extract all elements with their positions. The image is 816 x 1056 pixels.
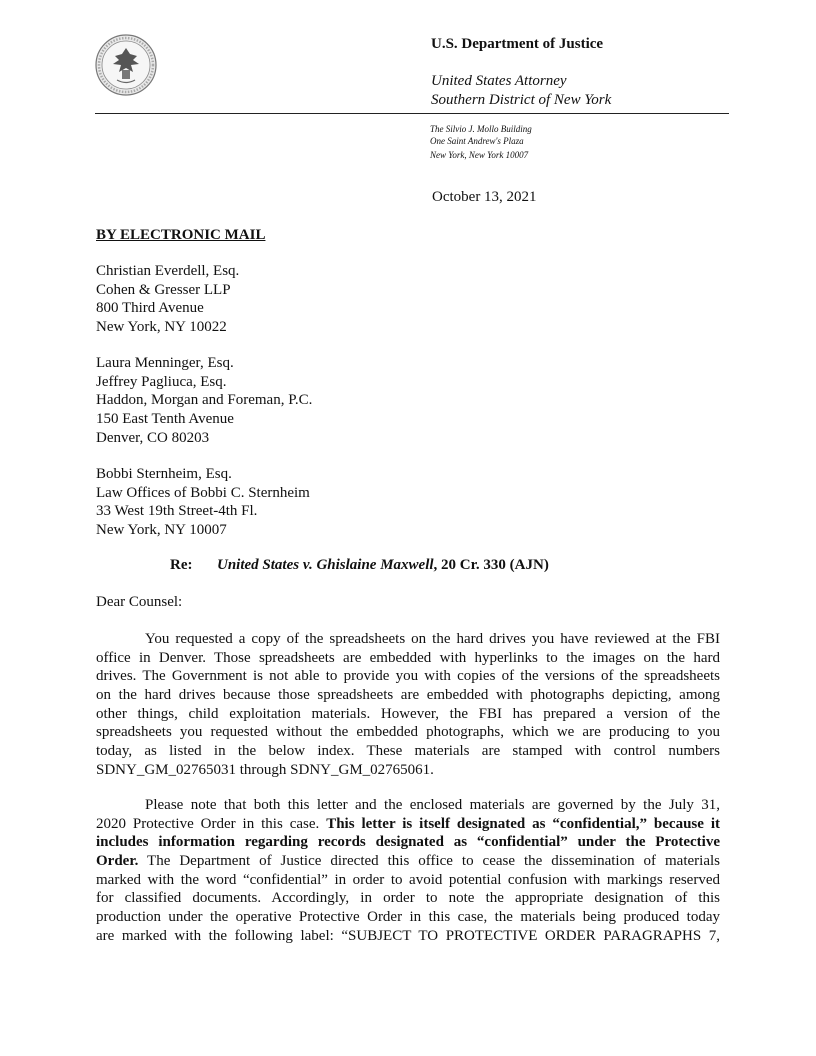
recipient-block xyxy=(96,262,239,337)
case-number: , 20 Cr. 330 (AJN) xyxy=(433,557,549,573)
paragraph-line: today, as listed in the below index. These materials are stamped with control numbers xyxy=(96,743,720,760)
recipient-line: New York, NY 10007 xyxy=(96,522,227,539)
confidential-notice: This letter is itself designated as “confidential,” because it xyxy=(326,815,720,832)
delivery-method: BY ELECTRONIC MAIL xyxy=(96,227,266,243)
recipient-line: Christian Everdell, Esq. xyxy=(96,263,240,279)
recipient-line: Jeffrey Pagliuca, Esq. xyxy=(96,373,227,390)
recipient-line: 33 West 19th Street-4th Fl. xyxy=(96,503,258,520)
confidential-notice: includes information regarding records designated as “confidential” under the Protective xyxy=(96,834,720,851)
office-address-line: New York, New York 10007 xyxy=(430,150,529,160)
case-name: United States v. Ghislaine Maxwell xyxy=(217,557,434,573)
recipient-line: Cohen & Gresser LLP xyxy=(96,281,231,298)
paragraph-line: are marked with the following label: “SUBJECT TO PROTECTIVE ORDER PARAGRAPHS 7, xyxy=(96,927,720,944)
paragraph-line: You requested a copy of the spreadsheets on the hard drives you have reviewed at the FBI xyxy=(145,631,720,647)
office-title: United States Attorney xyxy=(431,73,567,89)
paragraph-line: on the hard drives because those spreadsheets are embedded with photographs depicting, among xyxy=(96,687,720,704)
paragraph-line: spreadsheets you requested without the embedded photographs, which we are producing to you xyxy=(96,724,720,741)
office-address-line: The Silvio J. Mollo Building xyxy=(430,124,532,134)
paragraph-line xyxy=(96,815,720,834)
recipient-line: New York, NY 10022 xyxy=(96,319,227,336)
re-line xyxy=(170,557,549,574)
paragraph-line: production under the operative Protective Order in this case, the materials being produced today xyxy=(96,909,720,926)
letterhead-rule xyxy=(95,113,729,114)
paragraph-line: office in Denver. Those spreadsheets are embedded with hyperlinks to the images on the hard xyxy=(96,649,720,666)
doj-seal-icon xyxy=(95,34,157,96)
department-name: U.S. Department of Justice xyxy=(431,36,604,52)
recipient-line: Bobbi Sternheim, Esq. xyxy=(96,466,232,482)
recipient-line: 150 East Tenth Avenue xyxy=(96,411,234,428)
recipient-line: Denver, CO 80203 xyxy=(96,429,210,446)
paragraph-line: for classified documents. Accordingly, in order to note the appropriate designation of this xyxy=(96,890,720,907)
body-paragraph xyxy=(96,630,720,780)
confidential-notice: Order. xyxy=(96,853,139,870)
paragraph-line: marked with the word “confidential” in order to avoid potential confusion with markings reserved xyxy=(96,871,720,888)
recipient-line: Haddon, Morgan and Foreman, P.C. xyxy=(96,392,313,409)
paragraph-line: other things, child exploitation materials. However, the FBI has prepared a version of the xyxy=(96,705,720,722)
recipient-line: Laura Menninger, Esq. xyxy=(96,355,234,371)
paragraph-line xyxy=(96,852,720,871)
body-paragraph xyxy=(96,796,720,946)
case-caption xyxy=(217,557,549,574)
paragraph-line: drives. The Government is not able to provide you with copies of the versions of the spreadsheets xyxy=(96,668,720,685)
letter-date: October 13, 2021 xyxy=(432,189,537,205)
paragraph-line xyxy=(96,833,720,852)
paragraph-line: Please note that both this letter and the enclosed materials are governed by the July 31, xyxy=(145,797,720,813)
salutation: Dear Counsel: xyxy=(96,594,183,610)
paragraph-text: The Department of Justice directed this office to cease the dissemination of materials xyxy=(138,853,720,870)
office-address-line: One Saint Andrew's Plaza xyxy=(430,136,524,146)
paragraph-text: 2020 Protective Order in this case. xyxy=(96,815,327,832)
recipient-block xyxy=(96,354,312,448)
recipient-block xyxy=(96,465,310,540)
paragraph-line: SDNY_GM_02765031 through SDNY_GM_02765061. xyxy=(96,761,434,778)
recipient-line: Law Offices of Bobbi C. Sternheim xyxy=(96,484,310,501)
office-district: Southern District of New York xyxy=(431,92,612,108)
re-label: Re: xyxy=(170,557,193,573)
recipient-line: 800 Third Avenue xyxy=(96,300,204,317)
